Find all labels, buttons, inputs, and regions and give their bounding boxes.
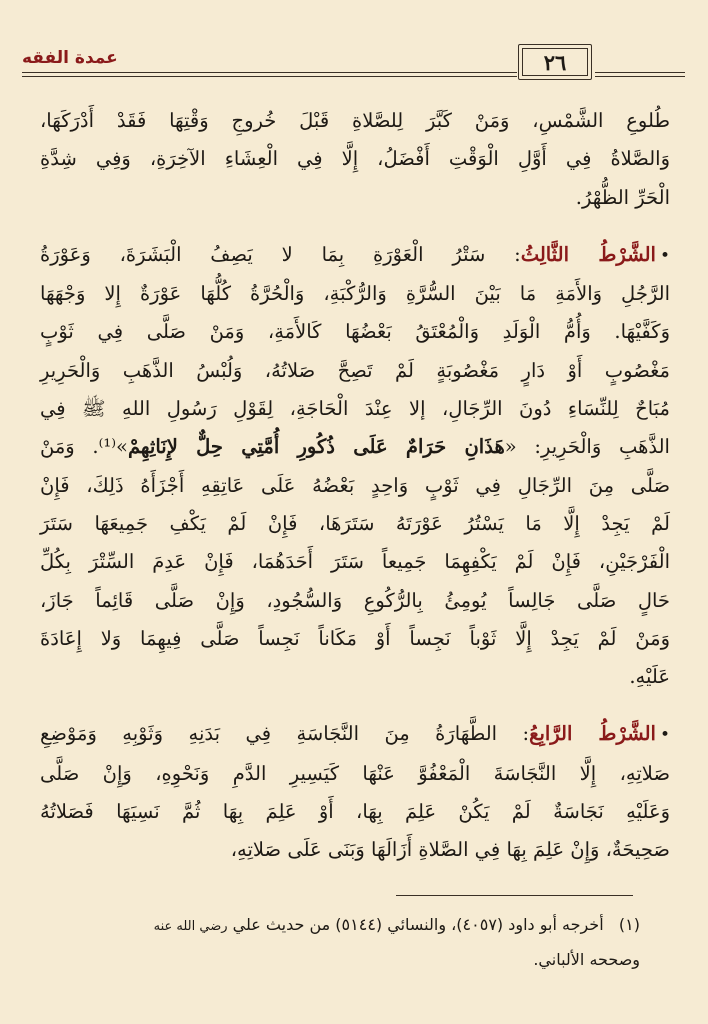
page-number: ٢٦ — [543, 49, 567, 75]
section-heading: الشَّرْطُ الثَّالِثُ — [520, 242, 656, 266]
text-line — [40, 428, 670, 466]
text-line: وَالصَّلاةُ فِي أَوَّلِ الْوَقْتِ أَفْضَلُ، إِلَّا فِي الْعِشَاءِ الآخِرَةِ، وَفِي شِدَّةِ — [40, 147, 670, 171]
text-line: وَعَلَيْهِ نَجَاسَةٌ لَمْ يَكُنْ عَلِمَ بِهَا، أَوْ عَلِمَ بِهَا ثُمَّ نَسِيَهَا فَصَلاتُهُ — [40, 800, 670, 824]
text-line: صَلَّى مِنَ الرِّجَالِ فِي ثَوْبٍ وَاحِدٍ بَعْضُهُ عَلَى عَاتِقِهِ أَجْزَأَهُ ذَلِكَ، فَإِنْ — [40, 473, 670, 497]
text-line: عَلَيْهِ. — [629, 665, 670, 689]
fourth-condition-paragraph — [40, 715, 670, 869]
book-title: عمدة الفقه — [22, 48, 118, 68]
third-condition-paragraph — [40, 236, 670, 697]
text-line: وَمَنْ لَمْ يَجِدْ إِلَّا ثَوْباً نَجِساً أَوْ مَكَاناً نَجِساً صَلَّى فِيهِمَا وَلا إِعَادَةَ — [40, 626, 670, 650]
footnote-marker: (١) — [618, 915, 640, 934]
text-line: مَغْصُوبٍ أَوْ دَارٍ مَغْصُوبَةٍ لَمْ تَصِحَّ صَلاتُهُ، وَلُبْسُ الذَّهَبِ وَالْحَرِيرِ — [40, 358, 670, 382]
text-line: الرَّجُلِ وَالأَمَةِ مَا بَيْنَ السُّرَّةِ وَالرُّكْبَةِ، وَالْحُرَّةُ كُلُّهَا عَوْرَةٌ إِلا وَجْهَهَا — [40, 282, 670, 306]
footnote-line — [64, 908, 640, 943]
header-rule — [22, 76, 517, 77]
text-line: صَلاتِهِ، إِلَّا النَّجَاسَةَ الْمَعْفُوَّ عَنْهَا كَيَسِيرِ الدَّمِ وَنَحْوِهِ، وَإِنْ صَلَّى — [40, 761, 670, 785]
text-line: الْفَرْجَيْنِ، فَإِنْ لَمْ يَكْفِهِمَا جَمِيعاً سَتَرَ أَحَدَهُمَا، فَإِنْ عَدِمَ السِّتْرَ بِكُلِّ — [40, 550, 670, 574]
section-heading: الشَّرْطُ الرَّابِعُ — [529, 722, 656, 746]
main-text — [40, 102, 670, 870]
text-line: وَكَفَّيْهَا. وَأُمُّ الْوَلَدِ وَالْمُعْتَقُ بَعْضُهَا كَالأَمَةِ، وَمَنْ صَلَّى فِي ثَوْبٍ — [40, 320, 670, 344]
header-rule — [595, 72, 685, 73]
text-segment: الذَّهَبِ وَالْحَرِيرِ: « — [504, 435, 670, 459]
text-line: طُلوعِ الشَّمْسِ، وَمَنْ كَبَّرَ لِلصَّلاةِ قَبْلَ خُروجِ وَقْتِهَا فَقَدْ أَدْرَكَهَا، — [40, 109, 670, 132]
page-header — [0, 38, 708, 88]
text-segment: : سَتْرُ الْعَوْرَةِ بِمَا لا يَصِفُ الْبَشَرَةَ، وَعَوْرَةُ — [40, 242, 521, 266]
text-line: لَمْ يَجِدْ إِلَّا مَا يَسْتُرُ عَوْرَتَهُ سَتَرَهَا، فَإِنْ لَمْ يَكْفِ جَمِيعَهَا سَتَرَ — [40, 511, 670, 535]
header-rule — [22, 72, 517, 73]
text-segment: »⁽¹⁾. وَمَنْ — [40, 435, 128, 459]
footnote-line: وصححه الألباني. — [533, 950, 640, 969]
text-line: حَالٍ صَلَّى جَالِساً يُومِئُ بِالرُّكُوعِ وَالسُّجُودِ، وَإِنْ صَلَّى قَائِماً جَازَ، — [40, 588, 670, 612]
text-line: الْحَرِّ الظُّهْرُ. — [575, 185, 670, 209]
bullet-icon: • — [659, 725, 670, 746]
hadith-quote: هَذَانِ حَرَامٌ عَلَى ذُكُورِ أُمَّتِي حِلٌّ لإِنَاثِهِمْ — [127, 435, 505, 459]
text-line — [40, 236, 670, 275]
footnotes — [64, 908, 640, 976]
text-line: صَحِيحَةٌ، وَإِنْ عَلِمَ بِهَا فِي الصَّلاةِ أَزَالَهَا وَبَنَى عَلَى صَلاتِهِ، — [230, 838, 670, 862]
text-segment: : الطَّهَارَةُ مِنَ النَّجَاسَةِ فِي بَدَنِهِ وَثَوْبِهِ وَمَوْضِعِ — [40, 722, 530, 746]
bullet-icon: • — [659, 245, 670, 266]
header-rule — [595, 76, 685, 77]
footnote-text: أخرجه أبو داود (٤٠٥٧)، والنسائي (٥١٤٤) من حديث علي — [232, 915, 604, 934]
footnote-rule — [396, 895, 633, 896]
honorific-glyph: رضي الله عنه — [153, 919, 228, 934]
text-line — [40, 715, 670, 754]
intro-paragraph — [40, 102, 670, 217]
page-number-frame — [518, 44, 592, 80]
text-line: مُبَاحٌ لِلنِّسَاءِ دُونَ الرِّجَالِ، إلا عِنْدَ الْحَاجَةِ، لِقَوْلِ رَسُولِ اللهِ ﷺ فِي — [40, 397, 670, 421]
